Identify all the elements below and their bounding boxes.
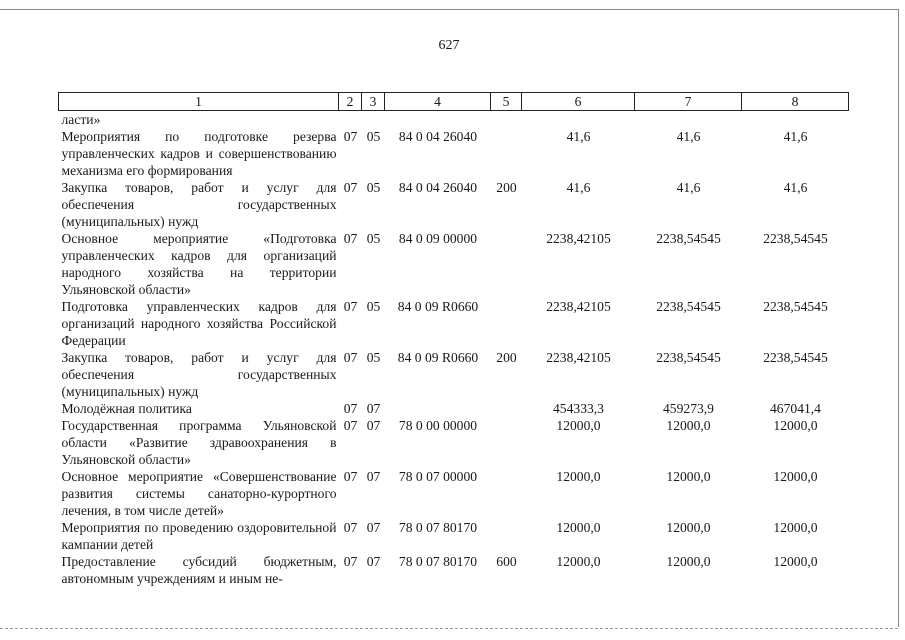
table-row xyxy=(59,179,849,230)
row-target-code: 84 0 04 26040 xyxy=(398,180,478,195)
row-section: 07 xyxy=(343,231,358,246)
table-row xyxy=(59,553,849,587)
table-row xyxy=(59,417,849,468)
row-target-code: 78 0 07 00000 xyxy=(398,469,478,484)
row-section: 07 xyxy=(343,418,358,433)
row-amount-3: 2238,54545 xyxy=(763,350,828,365)
row-subsection: 07 xyxy=(366,418,381,433)
row-amount-1 xyxy=(522,111,635,129)
row-amount-2: 12000,0 xyxy=(666,520,711,535)
row-name: Молодёжная политика xyxy=(61,401,192,416)
row-amount-2: 12000,0 xyxy=(666,418,711,433)
row-amount-2: 41,6 xyxy=(676,129,701,144)
row-expense-type: 600 xyxy=(496,554,517,569)
row-name: Предоставление субсидий бюджетным, автономным учреждениям и иным не- xyxy=(61,554,337,586)
row-target-code: 78 0 00 00000 xyxy=(398,418,478,433)
row-expense-type xyxy=(491,519,522,553)
table-row xyxy=(59,349,849,400)
row-subsection xyxy=(362,111,385,129)
row-amount-3: 2238,54545 xyxy=(763,299,828,314)
row-amount-1: 2238,42105 xyxy=(546,299,611,314)
row-name: ласти» xyxy=(61,112,101,127)
row-section xyxy=(339,111,362,129)
page-number: 627 xyxy=(438,38,460,53)
row-target-code xyxy=(385,400,491,417)
row-subsection: 07 xyxy=(366,520,381,535)
budget-table xyxy=(58,92,849,587)
row-section: 07 xyxy=(343,554,358,569)
column-header: 2 xyxy=(339,93,362,111)
row-name: Государственная программа Ульяновской области «Развитие здравоохранения в Ульяновской области» xyxy=(61,418,337,467)
row-amount-2: 459273,9 xyxy=(663,401,714,416)
row-section: 07 xyxy=(343,401,358,416)
column-header: 3 xyxy=(362,93,385,111)
row-amount-2 xyxy=(635,111,742,129)
row-expense-type xyxy=(491,400,522,417)
row-name: Мероприятия по проведению оздоровительной кампании детей xyxy=(61,520,337,552)
row-target-code xyxy=(385,111,491,129)
column-header: 1 xyxy=(59,93,339,111)
table-header xyxy=(59,93,849,111)
row-name: Основное мероприятие «Совершенствование развития системы санаторно-курортного лечения, в том числе детей» xyxy=(61,469,337,518)
row-expense-type xyxy=(491,128,522,179)
row-expense-type xyxy=(491,468,522,519)
row-amount-3: 41,6 xyxy=(783,129,808,144)
row-amount-2: 41,6 xyxy=(676,180,701,195)
row-amount-2: 2238,54545 xyxy=(656,350,721,365)
row-section: 07 xyxy=(343,350,358,365)
table-row xyxy=(59,400,849,417)
row-name: Подготовка управленческих кадров для организаций народного хозяйства Российской Федерации xyxy=(61,299,337,348)
row-section: 07 xyxy=(343,469,358,484)
table-row xyxy=(59,230,849,298)
page-frame-right xyxy=(898,9,899,627)
row-amount-3: 12000,0 xyxy=(773,520,818,535)
column-header: 8 xyxy=(742,93,849,111)
row-amount-2: 2238,54545 xyxy=(656,299,721,314)
row-target-code: 84 0 04 26040 xyxy=(398,129,478,144)
row-name: Мероприятия по подготовке резерва управленческих кадров и совершенствованию механизма его формирования xyxy=(61,129,337,178)
row-amount-1: 454333,3 xyxy=(553,401,604,416)
row-subsection: 07 xyxy=(366,469,381,484)
row-amount-3: 12000,0 xyxy=(773,554,818,569)
row-subsection: 05 xyxy=(366,350,381,365)
page-frame-bottom xyxy=(0,628,898,629)
row-section: 07 xyxy=(343,520,358,535)
row-name: Закупка товаров, работ и услуг для обеспечения государственных (муниципальных) нужд xyxy=(61,180,337,229)
row-amount-1: 12000,0 xyxy=(556,520,601,535)
column-header: 5 xyxy=(491,93,522,111)
row-subsection: 07 xyxy=(366,554,381,569)
row-expense-type: 200 xyxy=(496,180,517,195)
row-amount-3: 12000,0 xyxy=(773,418,818,433)
table-row xyxy=(59,111,849,129)
table-row xyxy=(59,128,849,179)
row-amount-2: 2238,54545 xyxy=(656,231,721,246)
row-section: 07 xyxy=(343,299,358,314)
row-section: 07 xyxy=(343,180,358,195)
row-subsection: 05 xyxy=(366,180,381,195)
row-subsection: 05 xyxy=(366,129,381,144)
row-expense-type: 200 xyxy=(496,350,517,365)
row-amount-3: 467041,4 xyxy=(770,401,821,416)
column-header: 7 xyxy=(635,93,742,111)
row-amount-1: 12000,0 xyxy=(556,469,601,484)
row-amount-1: 12000,0 xyxy=(556,554,601,569)
row-amount-1: 2238,42105 xyxy=(546,350,611,365)
table-row xyxy=(59,519,849,553)
row-subsection: 05 xyxy=(366,299,381,314)
page-frame-top xyxy=(0,9,898,10)
table-row xyxy=(59,298,849,349)
row-target-code: 84 0 09 R0660 xyxy=(397,350,479,365)
row-target-code: 84 0 09 R0660 xyxy=(397,299,479,314)
row-amount-3 xyxy=(742,111,849,129)
row-target-code: 78 0 07 80170 xyxy=(398,554,478,569)
row-name: Основное мероприятие «Подготовка управленческих кадров для организаций народного хозяйства на территории Ульяновской области» xyxy=(61,231,337,297)
row-subsection: 05 xyxy=(366,231,381,246)
row-amount-3: 41,6 xyxy=(783,180,808,195)
row-amount-1: 41,6 xyxy=(566,129,591,144)
row-target-code: 84 0 09 00000 xyxy=(398,231,478,246)
row-name: Закупка товаров, работ и услуг для обеспечения государственных (муниципальных) нужд xyxy=(61,350,337,399)
row-amount-2: 12000,0 xyxy=(666,554,711,569)
column-header: 6 xyxy=(522,93,635,111)
row-amount-1: 41,6 xyxy=(566,180,591,195)
row-amount-1: 12000,0 xyxy=(556,418,601,433)
row-expense-type xyxy=(491,230,522,298)
row-amount-3: 2238,54545 xyxy=(763,231,828,246)
row-amount-2: 12000,0 xyxy=(666,469,711,484)
row-amount-3: 12000,0 xyxy=(773,469,818,484)
row-expense-type xyxy=(491,111,522,129)
column-header: 4 xyxy=(385,93,491,111)
row-subsection: 07 xyxy=(366,401,381,416)
row-expense-type xyxy=(491,417,522,468)
row-amount-1: 2238,42105 xyxy=(546,231,611,246)
row-expense-type xyxy=(491,298,522,349)
row-target-code: 78 0 07 80170 xyxy=(398,520,478,535)
table-row xyxy=(59,468,849,519)
row-section: 07 xyxy=(343,129,358,144)
